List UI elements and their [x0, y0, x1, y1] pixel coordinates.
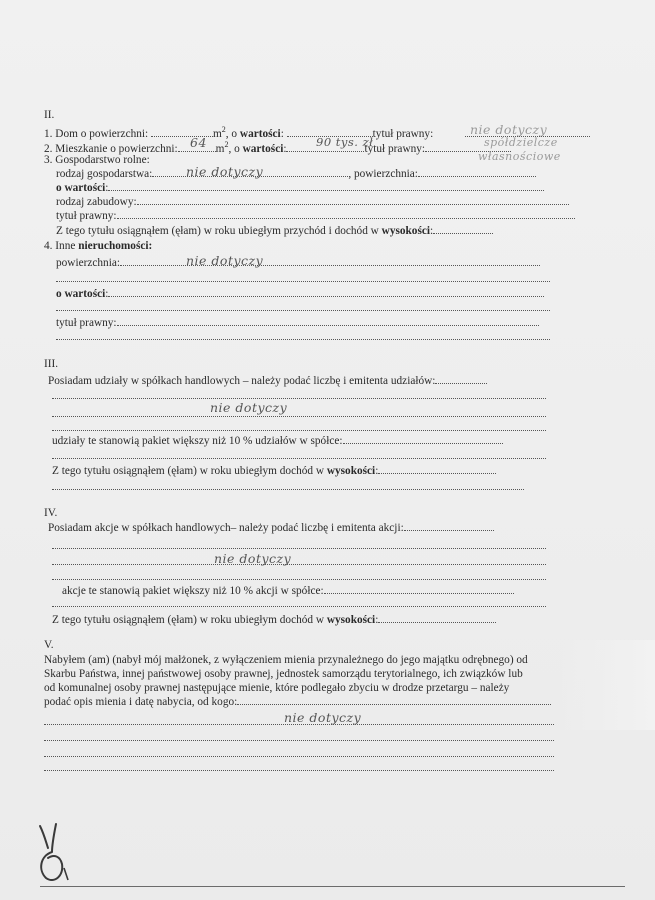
other-title-dots-2 [56, 339, 550, 340]
shares-dots-4 [52, 458, 546, 459]
farm-heading: 3. Gospodarstwo rolne: [44, 154, 150, 166]
other-title-line: tytuł prawny: [56, 316, 539, 330]
stocks-handwritten: nie dotyczy [214, 551, 292, 566]
acquired-handwritten: nie dotyczy [284, 710, 362, 725]
stocks-packet-line: akcje te stanowią pakiet większy niż 10 % akcji w spółce: [62, 584, 514, 598]
other-value-line: o wartości: [56, 287, 544, 301]
other-area-line: powierzchnia: [56, 256, 540, 270]
other-value-dots-2 [56, 310, 550, 311]
shares-line: Posiadam udziały w spółkach handlowych – należy podać liczbę i emitenta udziałów: [48, 374, 487, 388]
shares-dots-2 [52, 416, 546, 417]
acquired-line-3: od komunalnej osoby prawnej następujące mienie, które podlegało zbyciu w drodze przetargu – należy [44, 682, 510, 694]
farm-title-line: tytuł prawny: [56, 209, 575, 223]
stocks-dots-3 [52, 579, 546, 580]
stocks-income-line: Z tego tytułu osiągnąłem (ęłam) w roku ubiegłym dochód w wysokości: [52, 613, 496, 627]
shares-handwritten: nie dotyczy [210, 400, 288, 415]
farm-type-line: rodzaj gospodarstwa: , powierzchnia: [56, 167, 536, 181]
flat-title-handwritten-2: własnościowe [478, 150, 561, 163]
flat-value-handwritten: 90 tys. zł [316, 135, 374, 149]
section-v-heading: V. [44, 639, 54, 651]
shares-dots-5 [52, 489, 524, 490]
stocks-dots-4 [52, 606, 546, 607]
farm-type-handwritten: nie dotyczy [186, 164, 264, 179]
house-line: 1. Dom o powierzchni: $m^2$, o wartości: tytuł prawny: [44, 125, 434, 140]
acquired-line-4: podać opis mienia i datę nabycia, od kogo: [44, 695, 551, 709]
other-property-heading: 4. Inne nieruchomości: [44, 240, 153, 252]
other-area-handwritten: nie dotyczy [186, 253, 264, 268]
stocks-line: Posiadam akcje w spółkach handlowych– należy podać liczbę i emitenta akcji: [48, 521, 494, 535]
section-iv-heading: IV. [44, 507, 58, 519]
other-area-dots-2 [56, 281, 550, 282]
acquired-dots-4 [44, 770, 554, 771]
acquired-line-1: Nabyłem (am) (nabył mój małżonek, z wyłączeniem mienia przynależnego do jego majątku odrębnego) od [44, 654, 528, 666]
farm-value-line: o wartości: [56, 181, 544, 195]
flat-title-handwritten: spółdzielcze [484, 136, 558, 149]
shares-packet-line: udziały te stanowią pakiet większy niż 10 % udziałów w spółce: [52, 434, 503, 448]
scan-fade [560, 640, 655, 730]
acquired-dots-2 [44, 740, 554, 741]
section-ii-heading: II. [44, 109, 55, 121]
stocks-dots-1 [52, 548, 546, 549]
house-title-handwritten: nie dotyczy [470, 122, 548, 137]
shares-dots-1 [52, 398, 546, 399]
section-iii-heading: III. [44, 358, 59, 370]
acquired-line-2: Skarbu Państwa, innej państwowej osoby prawnej, jednostek samorządu terytorialnego, ich związków lub [44, 668, 523, 680]
farm-build-line: rodzaj zabudowy: [56, 195, 569, 209]
flat-line: 2. Mieszkanie o powierzchni: $m^2$, o wartości: tytuł prawny: [44, 138, 511, 156]
acquired-dots-3 [44, 756, 554, 757]
bottom-rule [40, 886, 625, 887]
shares-dots-3 [52, 430, 546, 431]
acquired-dots-1 [44, 724, 554, 725]
signature-icon [30, 822, 80, 884]
flat-area-handwritten: 64 [190, 135, 207, 150]
shares-income-line: Z tego tytułu osiągnąłem (ęłam) w roku ubiegłym dochód w wysokości: [52, 464, 496, 478]
farm-income-line: Z tego tytułu osiągnąłem (ęłam) w roku ubiegłym przychód i dochód w wysokości: [56, 224, 493, 238]
stocks-dots-2 [52, 564, 546, 565]
